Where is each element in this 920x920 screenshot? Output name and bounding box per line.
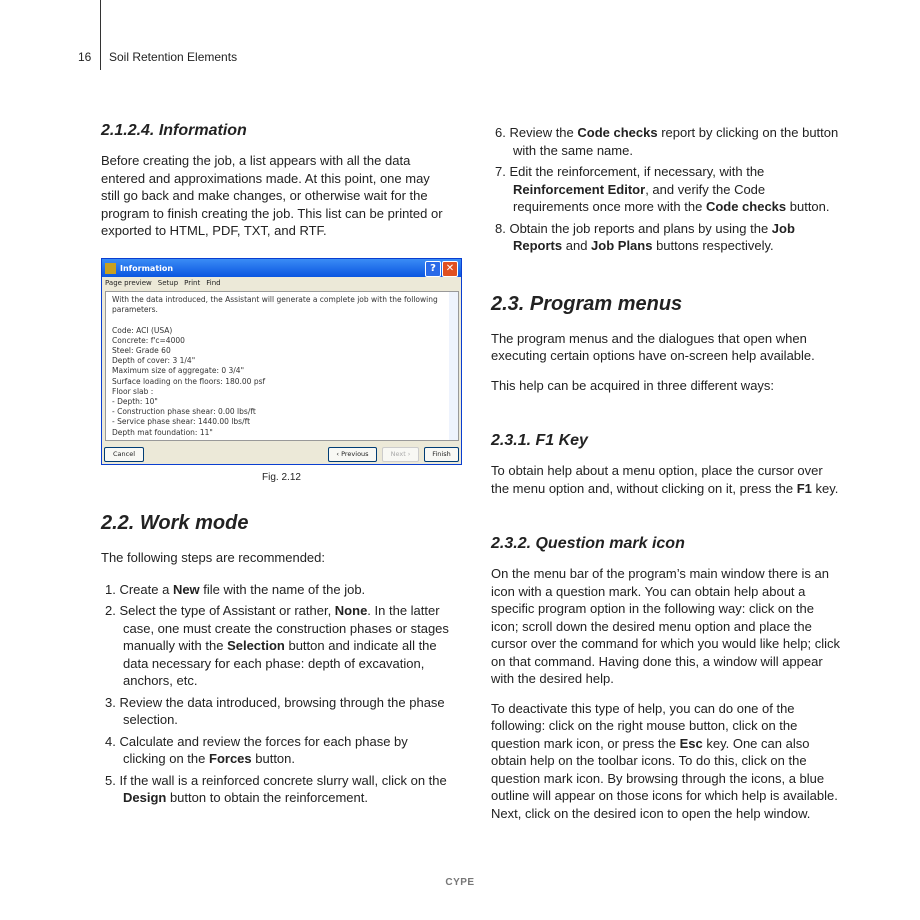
list-item: [101, 694, 451, 729]
section-2-2: [101, 512, 451, 811]
list-item: [101, 581, 451, 599]
heading-2-3-2: 2.3.2. Question mark icon: [491, 535, 685, 552]
heading-2-3: 2.3. Program menus: [491, 292, 683, 315]
text: 3. Review the data introduced, browsing through the phase selection.: [105, 694, 445, 727]
dialog-toolbar: [102, 277, 461, 289]
list-item: [101, 772, 451, 807]
app-icon: [105, 263, 116, 274]
header-divider: [100, 0, 101, 70]
text: 8. Obtain the job reports and plans by using the: [495, 220, 772, 236]
text: key.: [811, 480, 839, 496]
paragraph: Before creating the job, a list appears with all the data entered and approximations made. At this point, one may still go back and make changes, or otherwise wait for the program to finish creating the job. This list can be printed or exported to HTML, PDF, TXT, and RTF.: [101, 153, 443, 238]
text: To obtain help about a menu option, place the cursor over the menu option and, without clicking on it, press the: [491, 463, 823, 496]
list-item: [101, 602, 451, 690]
dialog-titlebar: [102, 259, 461, 277]
print-button: Print: [184, 279, 201, 287]
text: 5. If the wall is a reinforced concrete slurry wall, click on the: [105, 772, 447, 788]
scrollbar: [449, 292, 458, 440]
bold-text: Selection: [227, 638, 285, 653]
bold-text: None: [334, 603, 368, 618]
text: and: [562, 238, 592, 253]
help-icon: ?: [425, 261, 441, 277]
bold-text: Code checks: [705, 199, 787, 214]
content-text: With the data introduced, the Assistant will generate a complete job with the following parameters. Code: ACI (USA) Concrete: f'c=4000 Steel: Grade 60 Depth of cover: 3 1/4" Maximum size of aggregate: 0 3/4" Surface loading on the floors: 180.00 psf Floor slab : - Depth: 10" - Construction phase shear: 0.00 lbs/ft - Service phase shear: 1440.00 lbs/ft Depth mat foundation: 11": [112, 295, 438, 437]
heading-2-3-1: 2.3.1. F1 Key: [491, 432, 588, 449]
bold-text: Job Reports: [513, 220, 795, 253]
section-2-1-2-4: [101, 122, 446, 252]
text: 2. Select the type of Assistant or rather,: [105, 603, 335, 618]
page-preview-button: Page preview: [105, 279, 152, 287]
bold-text: Reinforcement Editor: [513, 181, 646, 197]
text: key. One can also obtain help on the toolbar icons. To do this, click on the question mark icon. By browsing through the icons, a blue outline will appear on those icons for which help is available. Next, click on the desired icon to open the help window.: [491, 735, 838, 821]
text: . In the latter case, one must create the construction phases or stages manually with the: [123, 603, 449, 653]
close-icon: ✕: [442, 261, 458, 277]
text: To deactivate this type of help, you can do one of the following: click on the right mouse button, click on the question mark icon, or press the: [491, 700, 798, 751]
setup-button: Setup: [157, 279, 179, 287]
intro: The following steps are recommended:: [101, 550, 326, 565]
text: file with the name of the job.: [199, 581, 366, 597]
footer-brand: CYPE: [445, 877, 475, 888]
text: 4. Calculate and review the forces for each phase by clicking on the: [105, 733, 408, 766]
dialog-title: Information: [120, 263, 174, 273]
text: button to obtain the reinforcement.: [166, 790, 368, 805]
list-item: [101, 733, 451, 768]
text: button and indicate all the data necessary for each phase: depth of excavation, anchors, etc.: [123, 638, 437, 688]
information-dialog-screenshot: [101, 258, 462, 465]
previous-button: ‹ Previous: [328, 447, 377, 462]
bold-text: Job Plans: [591, 238, 653, 253]
right-column: [491, 124, 841, 834]
paragraph: [491, 462, 841, 497]
paragraph: This help can be acquired in three different ways:: [491, 377, 775, 393]
heading: 2.1.2.4. Information: [101, 122, 247, 139]
text: 6. Review the: [495, 125, 578, 140]
text: 1. Create a: [105, 581, 173, 597]
bold-text: Code checks: [577, 125, 658, 140]
text: button.: [786, 199, 830, 214]
bold-text: New: [172, 581, 200, 597]
text: button.: [251, 751, 296, 766]
text: , and verify the Code requirements once more with the: [513, 181, 766, 214]
figure-caption: Fig. 2.12: [262, 472, 301, 483]
bold-text: Esc: [679, 735, 703, 751]
running-title: Soil Retention Elements: [109, 50, 238, 64]
steps-list-continued: [491, 124, 841, 255]
finish-button: Finish: [424, 447, 459, 462]
list-item: [491, 163, 841, 216]
paragraph: On the menu bar of the program’s main window there is an icon with a question mark. You can obtain help about a specific program option in the following way: click on the icon; scroll down the desired menu option and place the cursor over the command for which you would like help; click on that command. Having done this, a window will appear with the desired help.: [491, 566, 840, 686]
bold-text: F1: [796, 480, 812, 496]
next-button: Next ›: [382, 447, 419, 462]
bold-text: Design: [123, 790, 167, 805]
cancel-button: Cancel: [104, 447, 144, 462]
find-button: Find: [206, 279, 221, 287]
text: buttons respectively.: [652, 238, 774, 253]
steps-list: [101, 581, 451, 807]
dialog-content: [105, 291, 459, 441]
list-item: [491, 220, 841, 255]
bold-text: Forces: [209, 751, 252, 766]
page-number: 16: [78, 50, 92, 64]
list-item: [491, 124, 841, 159]
heading: 2.2. Work mode: [101, 512, 249, 534]
paragraph: [491, 700, 841, 823]
text: report by clicking on the button with the same name.: [513, 125, 839, 158]
paragraph: The program menus and the dialogues that open when executing certain options have on-screen help available.: [491, 330, 815, 363]
text: 7. Edit the reinforcement, if necessary, with the: [495, 164, 765, 179]
